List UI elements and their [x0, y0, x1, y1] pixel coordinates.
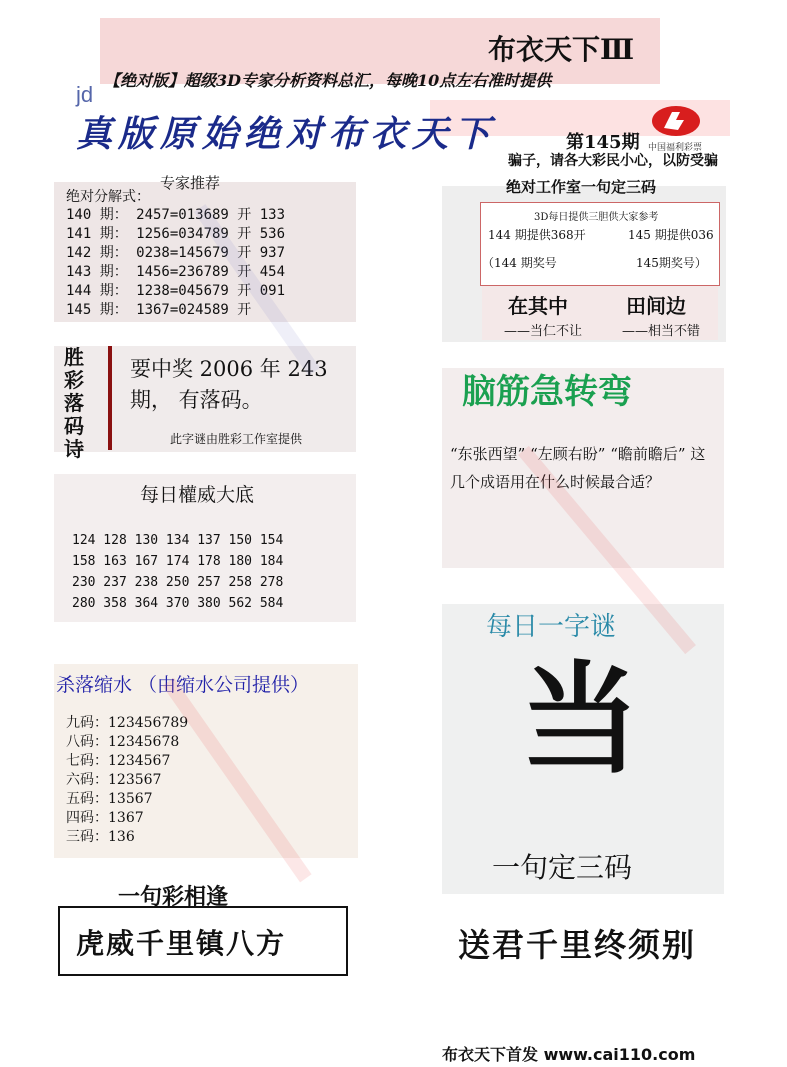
- workroom-row2-left: （144 期奖号: [482, 256, 557, 270]
- list-item: 八码：12345678: [66, 734, 180, 750]
- footer-text: 布衣天下首发 www.cai110.com: [442, 1045, 696, 1064]
- daily-base-grid: [72, 530, 283, 614]
- list-item: 五码：13567: [66, 791, 153, 807]
- list-item: 六码：123567: [66, 772, 162, 788]
- list-item: 141 期： 1256=034789 开 536: [66, 226, 286, 242]
- list-item: 145 期： 1367=024589 开: [66, 302, 252, 318]
- workroom-row2-right: 145期奖号）: [636, 256, 707, 270]
- workroom-sub-2: ——相当不错: [622, 324, 701, 339]
- list-item: 四码：1367: [66, 810, 144, 826]
- teaser-title: 脑筋急转弯: [462, 372, 632, 412]
- workroom-row1-right: 145 期提供036: [628, 228, 714, 242]
- list-item: 124 128 130 134 137 150 154: [72, 533, 284, 548]
- list-item: 九码：123456789: [66, 715, 189, 731]
- kill-rows: [66, 714, 188, 847]
- riddle-title: 每日一字谜: [486, 612, 617, 642]
- list-item: 140 期： 2457=013689 开 133: [66, 207, 286, 223]
- poem-divider: [108, 346, 112, 450]
- list-item: 142 期： 0238=145679 开 937: [66, 245, 286, 261]
- logo-text: 中国福利彩票: [648, 143, 703, 153]
- final-text: 送君千里终须别: [458, 926, 697, 964]
- list-item: 三码：136: [66, 829, 135, 845]
- jd-mark: jd: [76, 82, 94, 107]
- poem-note: 此字谜由胜彩工作室提供: [170, 432, 303, 446]
- issue-number: 第145期: [566, 132, 640, 153]
- meet-text: 虎威千里镇八方: [76, 927, 287, 960]
- page-title: 布衣天下Ⅲ: [488, 33, 635, 66]
- teaser-text: “东张西望” “左顾右盼” “瞻前瞻后” 这几个成语用在什么时候最合适？: [450, 445, 706, 491]
- poem-text: 要中奖 2006 年 243 期， 有落码。: [130, 357, 328, 412]
- warning-text: 骗子，请各大彩民小心，以防受骗: [508, 153, 718, 169]
- workroom-row1-left: 144 期提供368开: [488, 228, 586, 242]
- list-item: 280 358 364 370 380 562 584: [72, 596, 284, 611]
- poem-side-label: 胜彩落码诗: [64, 345, 84, 461]
- list-item: 七码：1234567: [66, 753, 171, 769]
- list-item: 144 期： 1238=045679 开 091: [66, 283, 286, 299]
- riddle-line: 一句定三码: [492, 851, 633, 884]
- workroom-sub-1: ——当仁不让: [504, 324, 583, 339]
- list-item: 143 期： 1456=236789 开 454: [66, 264, 286, 280]
- workroom-box-title: 3D每日提供三胆供大家参考: [534, 212, 659, 223]
- expert-heading: 专家推荐: [160, 174, 221, 192]
- list-item: 230 237 238 250 257 258 278: [72, 575, 284, 590]
- daily-base-title: 每日權威大底: [140, 484, 255, 506]
- workroom-answer-1: 在其中: [508, 294, 568, 318]
- lottery-logo-icon: [650, 104, 702, 138]
- page-subtitle: 【绝对版】超级3D专家分析资料总汇，每晚10点左右准时提供: [104, 71, 552, 90]
- workroom-answer-2: 田间边: [626, 294, 686, 318]
- kill-title: 杀落缩水 （由缩水公司提供）: [56, 674, 310, 696]
- expert-rows: [66, 206, 285, 320]
- list-item: 158 163 167 174 178 180 184: [72, 554, 284, 569]
- headline: 真版原始绝对布衣天下: [76, 113, 497, 155]
- workroom-heading: 绝对工作室一句定三码: [506, 178, 657, 196]
- meet-title: 一句彩相逢: [118, 884, 229, 910]
- riddle-character: 当: [520, 649, 640, 790]
- expert-label: 绝对分解式：: [66, 189, 150, 205]
